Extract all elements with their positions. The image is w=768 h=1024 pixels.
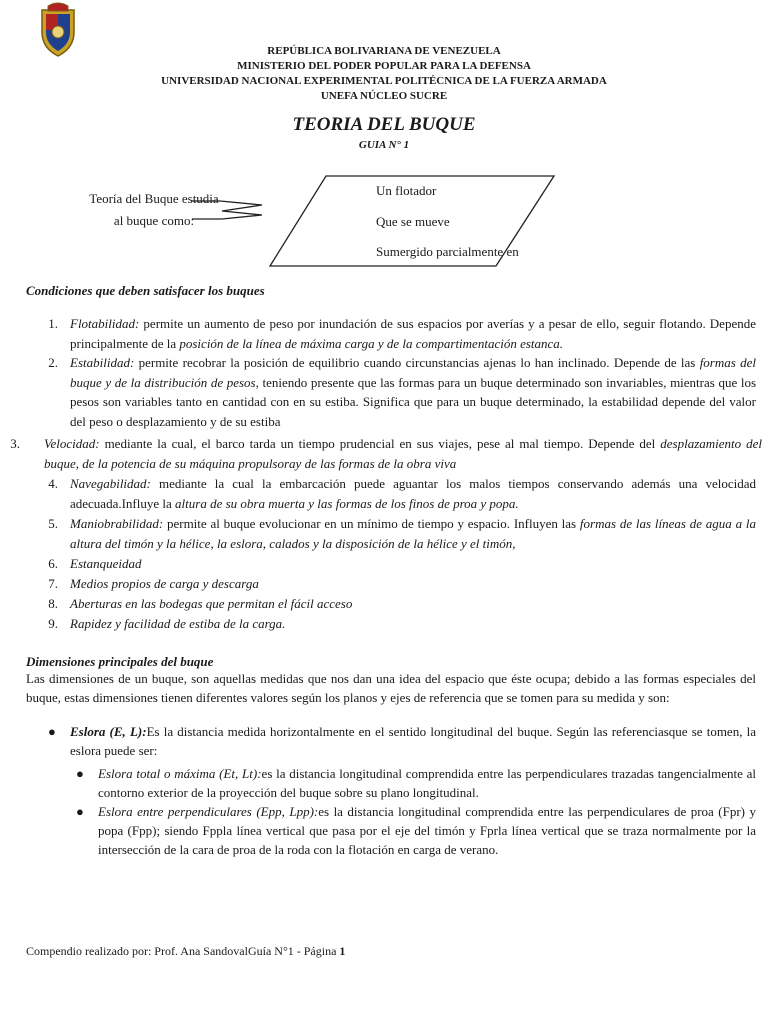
condition-item-seaworthiness: 4. Navegabilidad: mediante la cual la embarcación puede aguantar los malos tiempos conservando además una velocidad adecuada.Influye la altura de su obra muerta y las formas de los finos de proa y popa. [48, 476, 756, 511]
diagram-left-line1: Teoría del Buque estudia [89, 191, 219, 206]
guide-number: GUIA N° 1 [358, 139, 410, 151]
page-footer [26, 944, 345, 959]
dimensions-intro: Las dimensiones de un buque, son aquellas medidas que nos dan una idea del espacio que éste ocupa; debido a las formas especiales del buque, estas dimensiones tienen diferentes valores según los planos y ejes de referencia que se tomen para su medida y son: [26, 671, 756, 705]
eslora-perpendiculars-definition: ● Eslora entre perpendiculares (Epp, Lpp):es la distancia longitudinal comprendida entre las perpendiculares de proa (Fpr) y popa (Fpp); siendo Fppla línea vertical que pasa por el eje del timón y Fprla línea vertical que se traza normalmente por la intersección de la cara de proa de la roda con la flotación en carga de verano. [76, 804, 756, 857]
condition-item-stowage: 9. Rapidez y facilidad de estiba de la carga. [48, 616, 286, 631]
header-line-nucleus: UNEFA NÚCLEO SUCRE [320, 90, 448, 102]
condition-item-loading-means: 7. Medios propios de carga y descarga [48, 576, 259, 591]
condition-item-stability: 2. Estabilidad: permite recobrar la posición de equilibrio cuando circunstancias ajenas lo han inclinado. Depende de las formas del buque y de la distribución de pesos, teniendo presente que las formas para un buque determinado son invariables, mientras que los pesos son variables tanto en cantidad con en su estiba. Significa que para un buque determinado, la estabilidad depende del valor del peso o desplazamiento y de su estiba [48, 355, 757, 429]
document-title: TEORIA DEL BUQUE [292, 114, 476, 135]
conditions-heading: Condiciones que deben satisfacer los buques [26, 283, 265, 298]
header-line-ministry: MINISTERIO DEL PODER POPULAR PARA LA DEFENSA [237, 60, 531, 72]
dimensions-heading: Dimensiones principales del buque [26, 654, 214, 669]
bullet-icon: ● [48, 724, 56, 739]
condition-item-buoyancy: 1. Flotabilidad: permite un aumento de peso por inundación de sus espacios por averías y a pesar de ello, seguir flotando. Depende principalmente de la posición de la línea de máxima carga y de la compartimentación estanca. [48, 316, 756, 351]
diagram-item-moves: Que se mueve [376, 214, 450, 229]
footer-text: Compendio realizado por: Prof. Ana SandovalGuía N°1 - Página [26, 944, 340, 958]
institution-header [0, 44, 768, 104]
condition-item-maneuverability: 5. Maniobrabilidad: permite al buque evolucionar en un mínimo de tiempo y espacio. Influyen las formas de las líneas de agua a la altura del timón y la hélice, la eslora, calados y la disposición de la hélice y el timón, [48, 516, 756, 551]
diagram-left-label [64, 188, 244, 232]
header-line-republic: REPÚBLICA BOLIVARIANA DE VENEZUELA [267, 45, 501, 57]
bullet-icon: ● [76, 766, 84, 781]
condition-item-watertightness: 6. Estanqueidad [48, 556, 142, 571]
eslora-total-definition: ● Eslora total o máxima (Et, Lt):es la distancia longitudinal comprendida entre las perpendiculares trazadas tangencialmente al contorno exterior de la proyección del buque sobre su plano longitudinal. [76, 766, 756, 800]
header-line-university: UNIVERSIDAD NACIONAL EXPERIMENTAL POLITÉCNICA DE LA FUERZA ARMADA [161, 75, 607, 87]
diagram-left-line2: al buque como: [113, 213, 195, 228]
condition-item-speed: 3. Velocidad: mediante la cual, el barco tarda un tiempo prudencial en sus viajes, pese al mal tiempo. Depende del desplazamiento del buque, de la potencia de su máquina propulsoray de las formas de la obra viva [10, 436, 762, 471]
diagram-item-floater: Un flotador [376, 183, 437, 198]
diagram-item-submerged: Sumergido parcialmente en [376, 244, 519, 259]
page-number: 1 [339, 944, 346, 958]
condition-item-hold-openings: 8. Aberturas en las bodegas que permitan el fácil acceso [48, 596, 353, 611]
eslora-definition: ● Eslora (E, L):Es la distancia medida horizontalmente en el sentido longitudinal del buque. Según las referenciasque se tomen, la eslora puede ser: [48, 724, 756, 758]
bullet-icon: ● [76, 804, 84, 819]
